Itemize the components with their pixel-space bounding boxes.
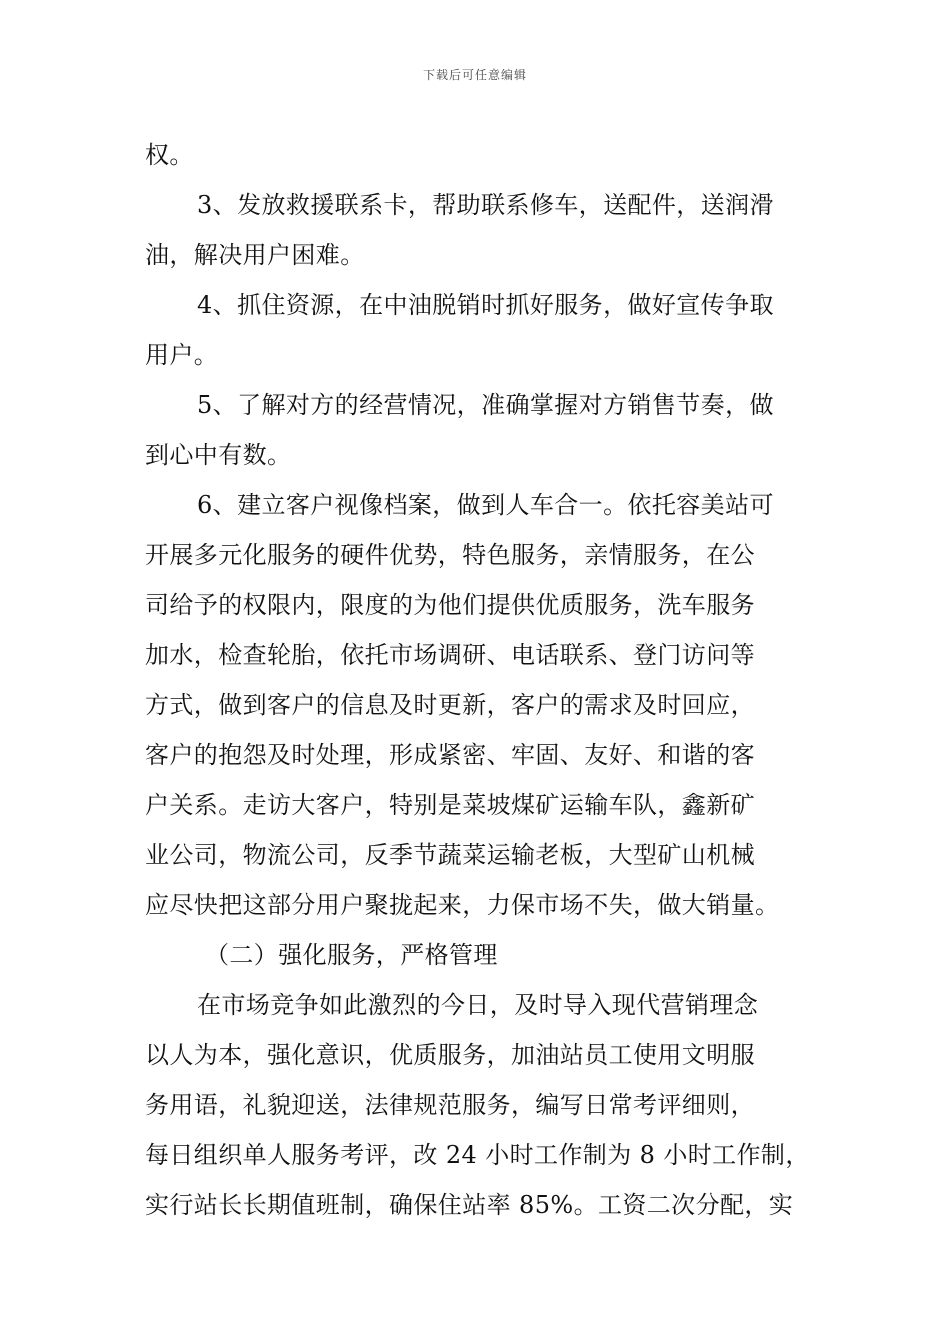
document-body [145, 130, 825, 1230]
text-line: 每日组织单人服务考评，改 24 小时工作制为 8 小时工作制， [145, 1141, 810, 1169]
list-item-6: 6、建立客户视像档案，做到人车合一。依托容美站可 [197, 491, 774, 519]
text-line: 到心中有数。 [145, 441, 292, 469]
text-line: 司给予的权限内，限度的为他们提供优质服务，洗车服务 [145, 591, 755, 619]
text-line: 用户。 [145, 341, 219, 369]
text-line: 加水，检查轮胎，依托市场调研、电话联系、登门访问等 [145, 641, 755, 669]
text-line: 方式，做到客户的信息及时更新，客户的需求及时回应， [145, 691, 755, 719]
text-line: 客户的抱怨及时处理，形成紧密、牢固、友好、和谐的客 [145, 741, 755, 769]
text-line: 户关系。走访大客户，特别是菜坡煤矿运输车队，鑫新矿 [145, 791, 755, 819]
text-line: 业公司，物流公司，反季节蔬菜运输老板，大型矿山机械 [145, 841, 755, 869]
text-line: 权。 [145, 141, 194, 169]
text-line: 应尽快把这部分用户聚拢起来，力保市场不失，做大销量。 [145, 891, 780, 919]
list-item-3: 3、发放救援联系卡，帮助联系修车，送配件，送润滑 [197, 191, 774, 219]
text-line: 开展多元化服务的硬件优势，特色服务，亲情服务，在公 [145, 541, 755, 569]
list-item-4: 4、抓住资源，在中油脱销时抓好服务，做好宣传争取 [197, 291, 774, 319]
text-line: 油，解决用户困难。 [145, 241, 365, 269]
text-line: 以人为本，强化意识，优质服务，加油站员工使用文明服 [145, 1041, 755, 1069]
section-heading: （二）强化服务，严格管理 [205, 941, 498, 969]
paragraph-start: 在市场竞争如此激烈的今日，及时导入现代营销理念 [197, 991, 759, 1019]
text-line: 务用语，礼貌迎送，法律规范服务，编写日常考评细则， [145, 1091, 755, 1119]
text-line: 实行站长长期值班制，确保住站率 85%。工资二次分配，实 [145, 1191, 794, 1219]
header-note: 下载后可任意编辑 [422, 68, 527, 82]
list-item-5: 5、了解对方的经营情况，准确掌握对方销售节奏，做 [197, 391, 774, 419]
